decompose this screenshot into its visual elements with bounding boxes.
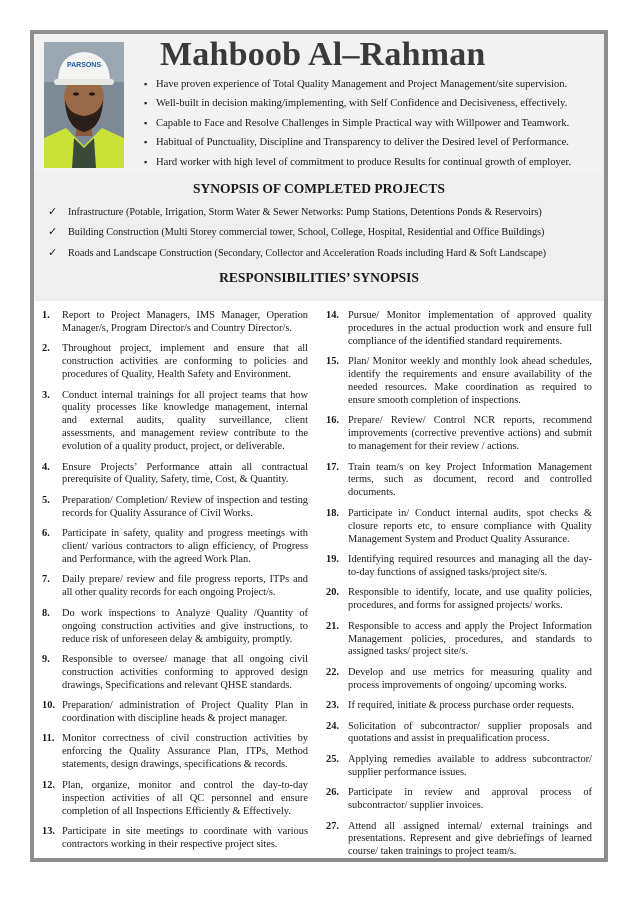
responsibility-text: Plan, organize, monitor and control the day-to-day inspection activities of all QC personnel and ensure completion of all Inspections Efficiently & Effectively. <box>62 779 308 817</box>
responsibility-text: Participate in site meetings to coordinate with various contractors working in their respective project sites. <box>62 825 308 850</box>
responsibility-number: 18. <box>326 507 339 519</box>
responsibility-number: 20. <box>326 587 339 599</box>
responsibility-text: If required, initiate & process purchase order requests. <box>348 700 574 712</box>
responsibility-number: 5. <box>42 494 50 506</box>
project-item: ✓ Infrastructure (Potable, Irrigation, Storm Water & Sewer Networks: Pump Stations, Detentions Ponds & Reservoirs) <box>42 206 602 219</box>
responsibility-number: 26. <box>326 787 339 799</box>
responsibility-number: 3. <box>42 389 50 401</box>
responsibility-item <box>326 787 592 813</box>
responsibility-item <box>326 356 592 408</box>
responsibility-item <box>326 700 592 713</box>
candidate-name: Mahboob Al–Rahman <box>160 36 486 73</box>
responsibility-number: 7. <box>42 574 50 586</box>
summary-item: ▪ Hard worker with high level of commitment to produce Results for continual growth of employer. <box>144 156 602 169</box>
projects-list <box>42 206 602 267</box>
responsibility-text: Attend all assigned internal/ external trainings and presentations. Represent and give debriefings of learned course/ taken trainings to project team/s. <box>348 820 592 858</box>
responsibility-item <box>42 654 308 693</box>
responsibility-text: Applying remedies available to address subcontractor/ supplier performance issues. <box>348 753 592 778</box>
responsibility-text: Preparation/ Completion/ Review of inspection and testing records for Quality Assurance of Civil Works. <box>62 494 308 519</box>
profile-photo <box>44 42 124 168</box>
responsibility-item <box>42 574 308 600</box>
responsibility-text: Participate in/ Conduct internal audits, spot checks & closure reports etc, to ensure compliance with Quality Management System and Product Quality Assurance. <box>348 507 592 545</box>
responsibility-number: 4. <box>42 461 50 473</box>
responsibility-number: 9. <box>42 653 50 665</box>
responsibility-text: Train team/s on key Project Information Management terms, such as document, record and controlled documents. <box>348 461 592 499</box>
responsibility-text: Participate in review and approval process of subcontractor/ supplier invoices. <box>348 787 592 812</box>
responsibility-text: Daily prepare/ review and file progress reports, ITPs and all other quality records for each ongoing Project/s. <box>62 574 308 599</box>
responsibility-item <box>326 821 592 859</box>
helmet-logo-text: PARSONS <box>66 62 102 69</box>
responsibility-number: 25. <box>326 753 339 765</box>
responsibility-number: 10. <box>42 700 55 712</box>
responsibility-text: Prepare/ Review/ Control NCR reports, recommend improvements (corrective preventive actions) and submit to management for their review / actions. <box>348 415 592 453</box>
responsibility-item <box>42 528 308 567</box>
responsibility-number: 16. <box>326 415 339 427</box>
responsibility-text: Identifying required resources and managing all the day-to-day functions of assigned tasks/project site/s. <box>348 554 592 578</box>
profile-summary-list <box>144 78 602 175</box>
responsibility-text: Throughout project, implement and ensure that all construction activities are conforming to policies and procedures of Quality, Health Safety and Environment. <box>62 343 308 381</box>
responsibility-number: 27. <box>326 820 339 832</box>
responsibility-item <box>326 462 592 501</box>
responsibility-item <box>42 390 308 455</box>
responsibility-text: Responsible to identify, locate, and use quality policies, procedures, and forms for assigned projects/ works. <box>348 587 592 612</box>
responsibility-text: Preparation/ administration of Project Quality Plan in coordination with discipline heads & project manager. <box>62 700 308 725</box>
responsibility-number: 23. <box>326 700 339 712</box>
responsibilities-left-column <box>42 310 308 858</box>
summary-item: ▪ Have proven experience of Total Quality Management and Project Management/site supervision. <box>144 78 602 91</box>
responsibility-item <box>42 310 308 336</box>
responsibility-text: Solicitation of subcontractor/ supplier proposals and quotations and assist in prequalification process. <box>348 720 592 745</box>
responsibility-item <box>42 780 308 819</box>
responsibility-item <box>42 495 308 521</box>
responsibility-item <box>326 554 592 580</box>
summary-item: ▪ Well-built in decision making/implementing, with Self Confidence and Decisiveness, effectively. <box>144 97 602 110</box>
responsibility-number: 6. <box>42 528 50 540</box>
responsibility-number: 21. <box>326 620 339 632</box>
responsibility-number: 17. <box>326 461 339 473</box>
responsibility-item <box>326 667 592 693</box>
responsibilities-header <box>34 261 604 301</box>
responsibilities-right-column <box>326 310 592 858</box>
responsibility-text: Develop and use metrics for measuring quality and process improvements of ongoing/ upcoming works. <box>348 666 592 691</box>
page-frame <box>30 30 608 862</box>
responsibility-text: Ensure Projects’ Performance attain all contractual prerequisite of Quality, Safety, time, Cost, & Quantity. <box>62 461 308 486</box>
responsibility-item <box>42 608 308 647</box>
project-item: ✓ Building Construction (Multi Storey commercial tower, School, College, Hospital, Residential and Office Buildings) <box>42 226 602 239</box>
responsibility-text: Pursue/ Monitor implementation of approved quality procedures in the actual production work and ensure full compliance of the identified standard requirements. <box>348 310 592 347</box>
responsibility-number: 22. <box>326 666 339 678</box>
responsibilities-title: RESPONSIBILITIES’ SYNOPSIS <box>219 270 419 285</box>
responsibility-number: 1. <box>42 310 50 321</box>
responsibility-item <box>326 508 592 547</box>
responsibility-number: 13. <box>42 825 55 837</box>
responsibility-item <box>326 415 592 454</box>
resume-page <box>34 34 604 858</box>
responsibility-number: 8. <box>42 607 50 619</box>
responsibility-text: Participate in safety, quality and progress meetings with client/ various contractors to align efficiency, of Progress and Performance, with the agreed Work Plan. <box>62 528 308 565</box>
responsibility-number: 24. <box>326 720 339 732</box>
summary-item: ▪ Capable to Face and Resolve Challenges in Simple Practical way with Willpower and Teamwork. <box>144 117 602 130</box>
responsibility-item <box>42 343 308 382</box>
summary-item: ▪ Habitual of Punctuality, Discipline and Transparency to deliver the Desired level of Performance. <box>144 136 602 149</box>
responsibility-text: Conduct internal trainings for all project teams that how quality processes like knowledge management, internal and external audits, quality surveillance, client assessments, and management review contribute to the evolution of a quality product, project, or deliverable. <box>62 389 308 453</box>
responsibility-item <box>326 310 592 349</box>
responsibility-item <box>326 721 592 747</box>
responsibility-text: Report to Project Managers, IMS Manager, Operation Manager/s, Program Director/s and Country Director/s. <box>62 310 308 334</box>
responsibility-item <box>42 700 308 726</box>
responsibility-item <box>42 826 308 852</box>
responsibility-item <box>326 587 592 613</box>
responsibility-number: 19. <box>326 554 339 565</box>
project-item: ✓ Roads and Landscape Construction (Secondary, Collector and Acceleration Roads including Hard & Soft Landscape) <box>42 247 602 260</box>
responsibility-item <box>42 462 308 488</box>
responsibility-number: 12. <box>42 779 55 791</box>
responsibility-text: Monitor correctness of civil construction activities by enforcing the Quality Assurance Plan, ITPs, Method statements, design drawings, specifications & records. <box>62 733 308 771</box>
responsibility-text: Responsible to oversee/ manage that all ongoing civil construction activities conforming to approved design drawings, Specifications and relevant QHSE standards. <box>62 653 308 691</box>
responsibility-number: 2. <box>42 343 50 355</box>
projects-title: SYNOPSIS OF COMPLETED PROJECTS <box>193 181 445 196</box>
responsibility-item <box>326 621 592 660</box>
responsibility-item <box>326 754 592 780</box>
responsibility-item <box>42 733 308 772</box>
profile-header <box>34 34 604 173</box>
responsibility-text: Plan/ Monitor weekly and monthly look ahead schedules, identify the requirements and ensure availability of the needed resources. Make coordination as required to ensure smooth completion of inspections. <box>348 356 592 406</box>
responsibility-number: 11. <box>42 733 55 745</box>
responsibility-number: 14. <box>326 310 339 321</box>
responsibility-text: Do work inspections to Analyze Quality /Quantity of ongoing construction activities and give instructions, to reduce risk of unforeseen delay & ambiguity, promptly. <box>62 607 308 645</box>
responsibility-number: 15. <box>326 356 339 368</box>
responsibility-text: Responsible to access and apply the Project Information Management policies, procedures, and standards to assigned tasks/ project site/s. <box>348 620 592 658</box>
